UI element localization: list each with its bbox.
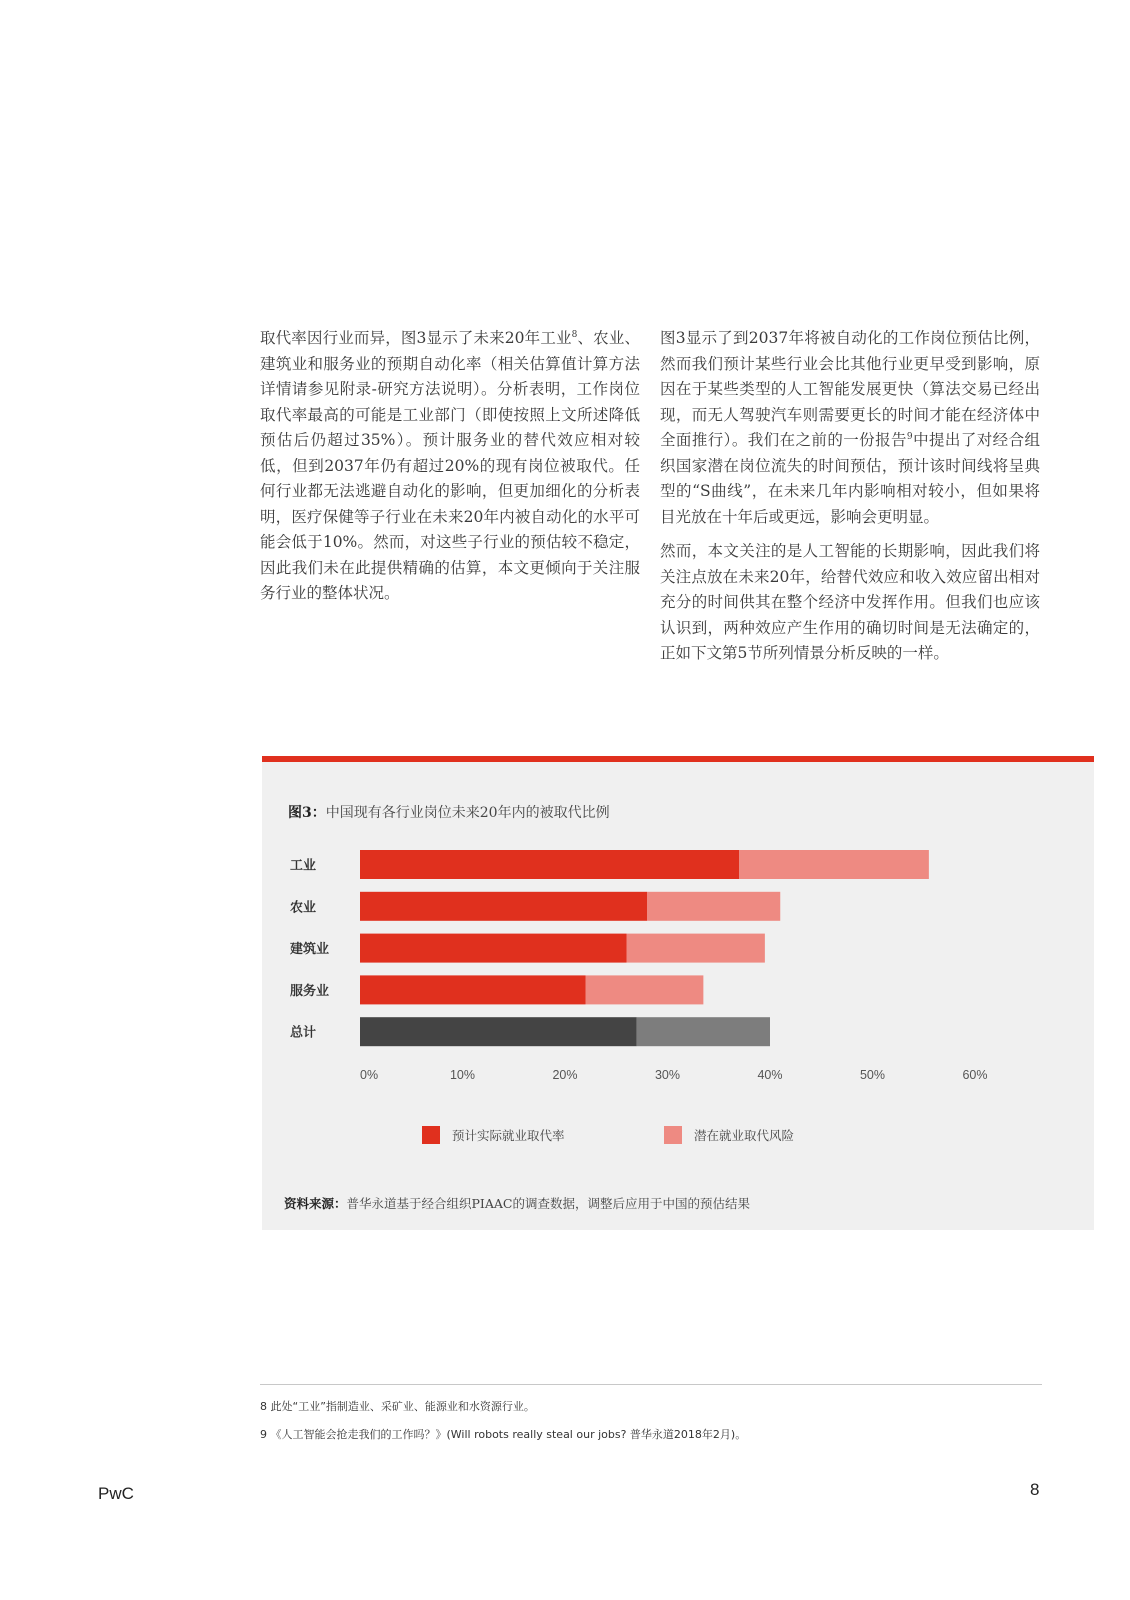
page-number: 8 [1030, 1480, 1040, 1499]
bar-actual [360, 850, 739, 879]
body-column-right [660, 326, 1040, 676]
legend-label-actual: 预计实际就业取代率 [452, 1128, 565, 1143]
bar-actual [360, 892, 647, 921]
right-paragraph-2 [660, 539, 1040, 667]
figure-title-text: 中国现有各行业岗位未来20年内的被取代比例 [325, 805, 610, 821]
paragraph-text: 取代率因行业而异，图3显示了未来20年工业 [260, 329, 572, 347]
brand-name: PwC [98, 1484, 134, 1503]
paragraph-text: 然而，本文关注的是人工智能的长期影响，因此我们将关注点放在未来20年，给替代效应和收入效应留出相对充分的时间供其在整个经济中发挥作用。但我们也应该认识到，两种效应产生作用的确切时间是无法确定的，正如下文第5节所列情景分析反映的一样。 [660, 542, 1040, 662]
right-paragraph-1 [660, 326, 1040, 530]
legend-label-potential: 潜在就业取代风险 [694, 1128, 795, 1143]
x-tick-label: 50% [859, 1068, 886, 1083]
paragraph-text: 中提出了对经合组织国家潜在岗位流失的时间预估，预计该时间线将呈典型的“S曲线”，在未来几年内影响相对较小，但如果将目光放在十年后或更远，影响会更明显。 [660, 431, 1040, 526]
bar-potential [627, 934, 765, 963]
source-label: 资料来源： [284, 1196, 347, 1211]
paragraph-text: 图3显示了到2037年将被自动化的工作岗位预估比例，然而我们预计某些行业会比其他行业更早受到影响，原因在于某些类型的人工智能发展更快（算法交易已经出现，而无人驾驶汽车则需要更长的时间才能在经济体中全面推行）。我们在之前的一份报告 [660, 329, 1040, 449]
x-tick-label: 60% [962, 1068, 988, 1083]
x-tick-label: 40% [757, 1068, 783, 1083]
legend-item-actual [422, 1126, 565, 1144]
bar-chart [262, 762, 1094, 1122]
category-label: 服务业 [290, 983, 330, 999]
footnote-9: 9 《人工智能会抢走我们的工作吗？》(Will robots really steal our jobs? 普华永道2018年2月)。 [260, 1428, 747, 1441]
category-label: 农业 [290, 900, 317, 916]
legend-swatch-potential [664, 1126, 682, 1144]
category-label: 工业 [290, 858, 317, 874]
figure-label: 图3： [288, 805, 326, 821]
figure-source [284, 1194, 750, 1212]
bar-potential [586, 975, 704, 1004]
x-tick-label: 20% [552, 1068, 578, 1083]
source-text: 普华永道基于经合组织PIAAC的调查数据，调整后应用于中国的预估结果 [346, 1196, 750, 1211]
left-paragraph-1 [260, 326, 640, 607]
bar-potential [637, 1017, 770, 1046]
x-tick-label: 10% [449, 1068, 476, 1083]
x-tick-label: 30% [654, 1068, 681, 1083]
bar-potential [739, 850, 929, 879]
footnote-8: 8 此处“工业”指制造业、采矿业、能源业和水资源行业。 [260, 1400, 535, 1413]
x-tick-label: 0% [360, 1068, 379, 1083]
footnote-divider [260, 1384, 1042, 1385]
bar-actual [360, 1017, 637, 1046]
bar-potential [647, 892, 780, 921]
paragraph-text: 、农业、建筑业和服务业的预期自动化率（相关估算值计算方法详情请参见附录-研究方法说明）。分析表明，工作岗位取代率最高的可能是工业部门（即使按照上文所述降低预估后仍超过35%）。预计服务业的替代效应相对较低，但到2037年仍有超过20%的现有岗位被取代。任何行业都无法逃避自动化的影响，但更加细化的分析表明，医疗保健等子行业在未来20年内被自动化的水平可能会低于10%。然而，对这些子行业的预估较不稳定，因此我们未在此提供精确的估算，本文更倾向于关注服务行业的整体状况。 [260, 329, 640, 602]
bar-actual [360, 934, 627, 963]
legend-swatch-actual [422, 1126, 440, 1144]
footnote-ref: 8 [571, 330, 578, 340]
body-column-left [260, 326, 640, 616]
bar-actual [360, 975, 586, 1004]
category-label: 建筑业 [290, 942, 330, 958]
category-label: 总计 [290, 1025, 317, 1041]
footnote-ref: 9 [906, 432, 913, 442]
legend-item-potential [664, 1126, 794, 1144]
